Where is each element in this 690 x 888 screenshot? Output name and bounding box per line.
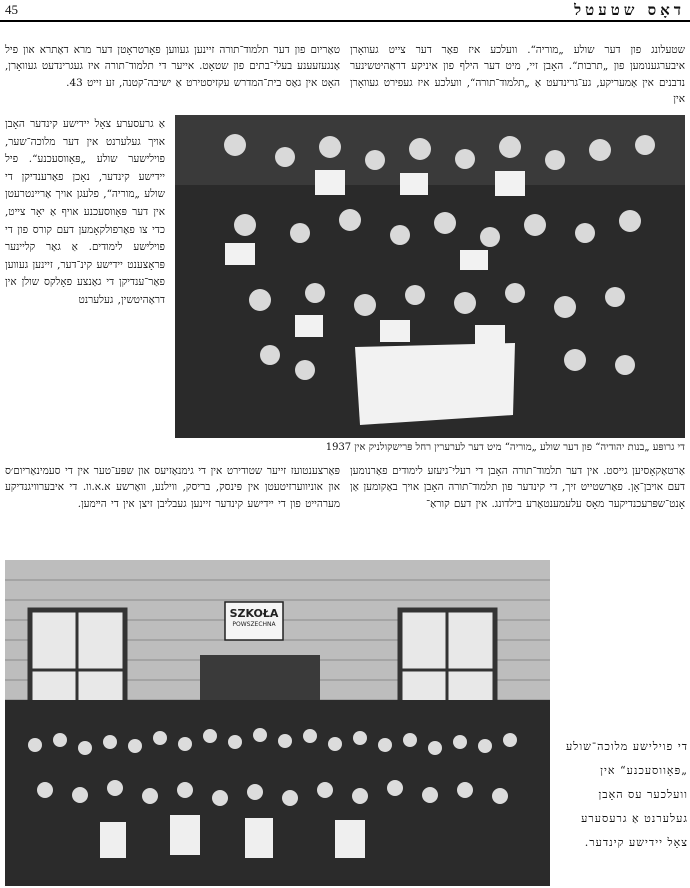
text-column-right-bottom: אַרטאַקאָסיען גייסט. אין דער תלמוד־תורה האָבן די רעלי־גיעזע לימודים פאַרנומען דעם אויבן־אָן. פאַרשטייט זיך, די קינדער פון תלמוד־תורה האָבן אויך באַקומען אַן אָנט־שפּרעכנדיקער מאָס עלעמענטאַרע בילדונג. אין דעם קוראַ־ xyxy=(350,465,685,510)
school-sign xyxy=(227,607,281,629)
photo-caption-top: די גרופּע „בנות יהודיה“ פון דער שולע „מוריה“ מיט דער לערערין רחל פּרישקולניק אין 1937 xyxy=(325,442,685,453)
photo-caption-bottom: די פוילישע מלוכה־שולע „פּאָווסעכנע“ אין וועלכער עס האָבן געלערנט אַ גרעסערע צאָל יידישע קינדער. xyxy=(565,740,688,849)
text-column-right-top: שטעלונג פון דער שולע „מוריה“. וועלכע איז פאַר דער צייט געוואָרן איבערגענומען פון „תרבות“. האָבן זיי, מיט דער הילף פון איניקע דראַהיטשינער נדבנים אין אַמעריקע, גע־גרינדעט אַ „תלמוד־תורה“, וועלכע איז געפירט געוואָרן אין xyxy=(350,44,685,106)
text-column-side: אַ גרעסערע צאָל יידישע קינדער האָבן אויך געלערנט אין דער מלוכה־שער, פוילישער שולע „פּאָווסעכנע“. פיל יידישע קינדער, נאָכן פאַרענדיקן די שולע „מוריה“, פלעגן אויך אַריינטרעטן אין דער פּאָווסעכנע אויף אַ יאָר צייט, כדי צו פאַרפולקאָמען דעם קורס פון די פוילישע לימודים. אַ גאַר קליינער פּראָצענט יידישע קינ־דער, זיינען געווען פאַר־ענדיקן די גאַנצע פאָלקס שולן אין דראַהיטשין, געלערנט xyxy=(5,118,165,306)
header-rule xyxy=(0,20,690,22)
text-column-left-bottom: פּאַרצענטועז זייער שטודירט אין די גימנאַזיעס און שפּע־טער אין די סעמינאַריום׳ס און אוניווערזיטעטן אין פּינסק, בריסק, ווילנע, וואַרשע א.א.וו. די איבערוויגנדיקע מערהייט פון די יידישע קינדער זיינען געבליבן זיצן אין די הײמען. xyxy=(5,465,340,510)
text-column-left-top: טאַריום פון דער תלמוד־תורה זיינען געווען פאָרטראָטן דער מרא דאַתרא און פיל אַנגעזעענע בעלי־בתים פון שטאָט. אייער די תלמוד־תורה איז געגרינדעט געוואָרן, האָט אין גאַס בית־המדרש עקזיסטירט אַ ישיבה־קטנה, זע זייט 43. xyxy=(5,44,340,89)
group-photo-bnos-yehudia xyxy=(175,115,685,438)
running-title: דאָס שטעטל xyxy=(574,1,685,19)
page-number: 45 xyxy=(5,2,18,17)
school-sign-line1: SZKOŁA xyxy=(229,607,279,620)
school-photo-powszechna xyxy=(5,560,550,886)
school-sign-line2: POWSZECHNA xyxy=(232,621,276,628)
